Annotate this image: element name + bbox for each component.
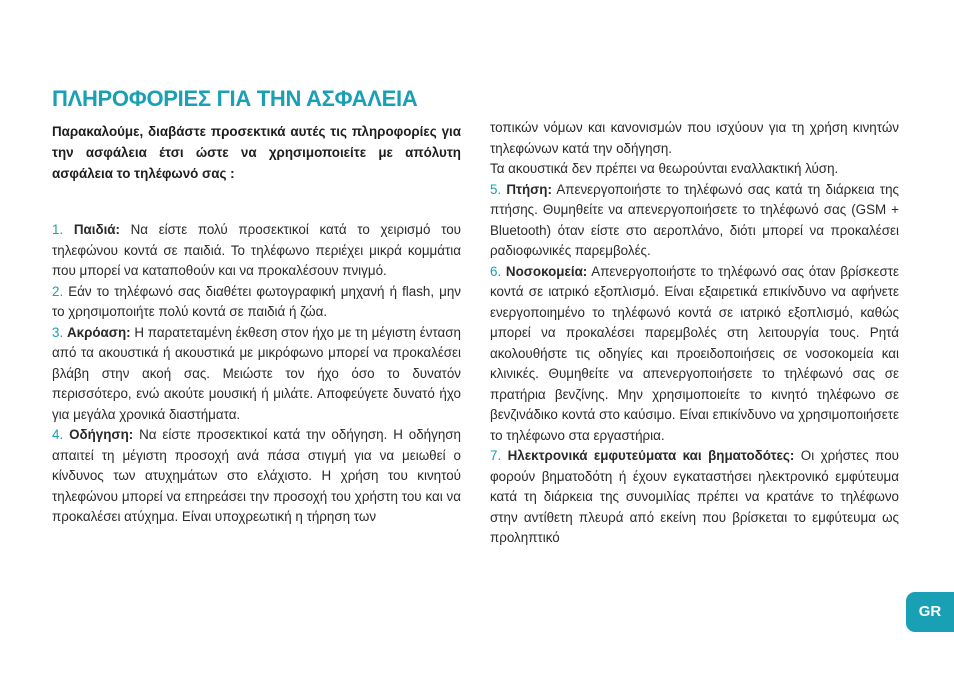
item-number: 6. [490, 263, 502, 279]
right-column [490, 118, 899, 549]
item-number: 3. [52, 324, 64, 340]
item-number: 1. [52, 222, 64, 237]
item-children [52, 220, 461, 282]
item-camera [52, 282, 461, 323]
item-driving [52, 425, 461, 528]
item-heading: Παιδιά: [73, 222, 120, 237]
item-number: 7. [490, 448, 502, 463]
item-number: 2. [52, 283, 64, 299]
item-heading: Ηλεκτρονικά εμφυτεύματα και βηματοδότες: [507, 448, 795, 463]
headset-note: Τα ακουστικά δεν πρέπει να θεωρούνται εναλλακτική λύση. [490, 161, 839, 176]
item-heading: Ακρόαση: [66, 324, 131, 340]
item-number: 5. [490, 181, 502, 197]
item-text: Η παρατεταμένη έκθεση στον ήχο με τη μέγιστη ένταση από τα ακουστικά ή ακουστικά με μικρόφωνο μπορεί να προκαλέσει βλάβη στην ακοή σας. Μειώστε τον ήχο όσο το δυνατόν περισσότερο, ενώ ακούτε μουσική ή μιλάτε. Αποφεύγετε δυνατό ήχο για μεγάλα χρονικά διαστήματα. [52, 324, 461, 422]
page-title: ΠΛΗΡΟΦΟΡΙΕΣ ΓΙΑ ΤΗΝ ΑΣΦΑΛΕΙΑ [52, 86, 418, 111]
item-heading: Νοσοκομεία: [505, 263, 588, 279]
item-text: Απενεργοποιήστε το τηλέφωνό σας κατά τη διάρκεια της πτήσης. Θυμηθείτε να απενεργοποιήσετε το τηλέφωνό σας (GSM + Bluetooth) όταν είστε στο αεροπλάνο, διότι μπορεί να προκαλέσει ραδιοφωνικές παρεμβολές. [490, 181, 899, 258]
item-hospitals [490, 262, 899, 447]
left-column [52, 220, 461, 528]
item-flight [490, 180, 899, 262]
item-text: Εάν το τηλέφωνό σας διαθέτει φωτογραφική μηχανή ή flash, μην το χρησιμοποιήτε πολύ κοντά σε παιδιά ή ζώα. [52, 283, 461, 319]
item-text: Να είστε προσεκτικοί κατά την οδήγηση. Η οδήγηση απαιτεί τη μέγιστη προσοχή ανά πάσα στιγμή για να μειωθεί ο κίνδυνος των ατυχημάτων στο ελάχιστο. Η χρήση του κινητού τηλεφώνου μπορεί να επηρεάσει την προσοχή του χρήστη του και να προκαλέσει ατύχημα. Είναι υποχρεωτική η τήρηση των [52, 427, 461, 524]
language-badge: GR [906, 592, 954, 632]
item-implants [490, 446, 899, 549]
item-number: 4. [52, 427, 64, 442]
item-text: Οι χρήστες που φορούν βηματοδότη ή έχουν εγκαταστήσει ηλεκτρονικό εμφύτευμα κατά τη διάρκεια της συνομιλίας πρέπει να κρατάνε το τηλέφωνο στην αντίθετη πλευρά από εκείνη που βρίσκεται το εμφύτευμα ως προληπτικό [490, 448, 899, 545]
item-heading: Πτήση: [506, 181, 552, 197]
driving-continued: τοπικών νόμων και κανονισμών που ισχύουν για τη χρήση κινητών τηλεφώνων κατά την οδήγηση. [490, 120, 899, 156]
item-text: Να είστε πολύ προσεκτικοί κατά το χειρισμό του τηλεφώνου κοντά σε παιδιά. Το τηλέφωνο περιέχει μικρά κομμάτια που μπορεί να καταποθούν και να προκαλέσουν πνιγμό. [52, 222, 461, 278]
item-text: Απενεργοποιήστε το τηλέφωνό σας όταν βρίσκεστε κοντά σε ιατρικό εξοπλισμό. Είναι εξαιρετικά επικίνδυνο να αφήνετε ενεργοποιημένο το τηλέφωνό κοντά σε ιατρικό εξοπλισμό, καθώς μπορεί να προκαλέσει παρεμβολές στη λειτουργία τους. Ρητά ακολουθήστε τις οδηγίες και προειδοποιήσεις σε νοσοκομεία και κλινικές. Θυμηθείτε να απενεργοποιήσετε το τηλέφωνό σας σε πρατήρια βενζίνης. Μην χρησιμοποιείτε το κινητό τηλέφωνο σε βενζινάδικο κοντά στο καύσιμο. Είναι επικίνδυνο να χρησιμοποιήσετε το τηλέφωνο στα εργαστήρια. [490, 263, 899, 443]
item-hearing [52, 323, 461, 426]
item-heading: Οδήγηση: [69, 427, 134, 442]
intro-paragraph: Παρακαλούμε, διαβάστε προσεκτικά αυτές τις πληροφορίες για την ασφάλεια έτσι ώστε να χρησιμοποιείτε με απόλυτη ασφάλεια το τηλέφωνό σας : [52, 124, 461, 181]
